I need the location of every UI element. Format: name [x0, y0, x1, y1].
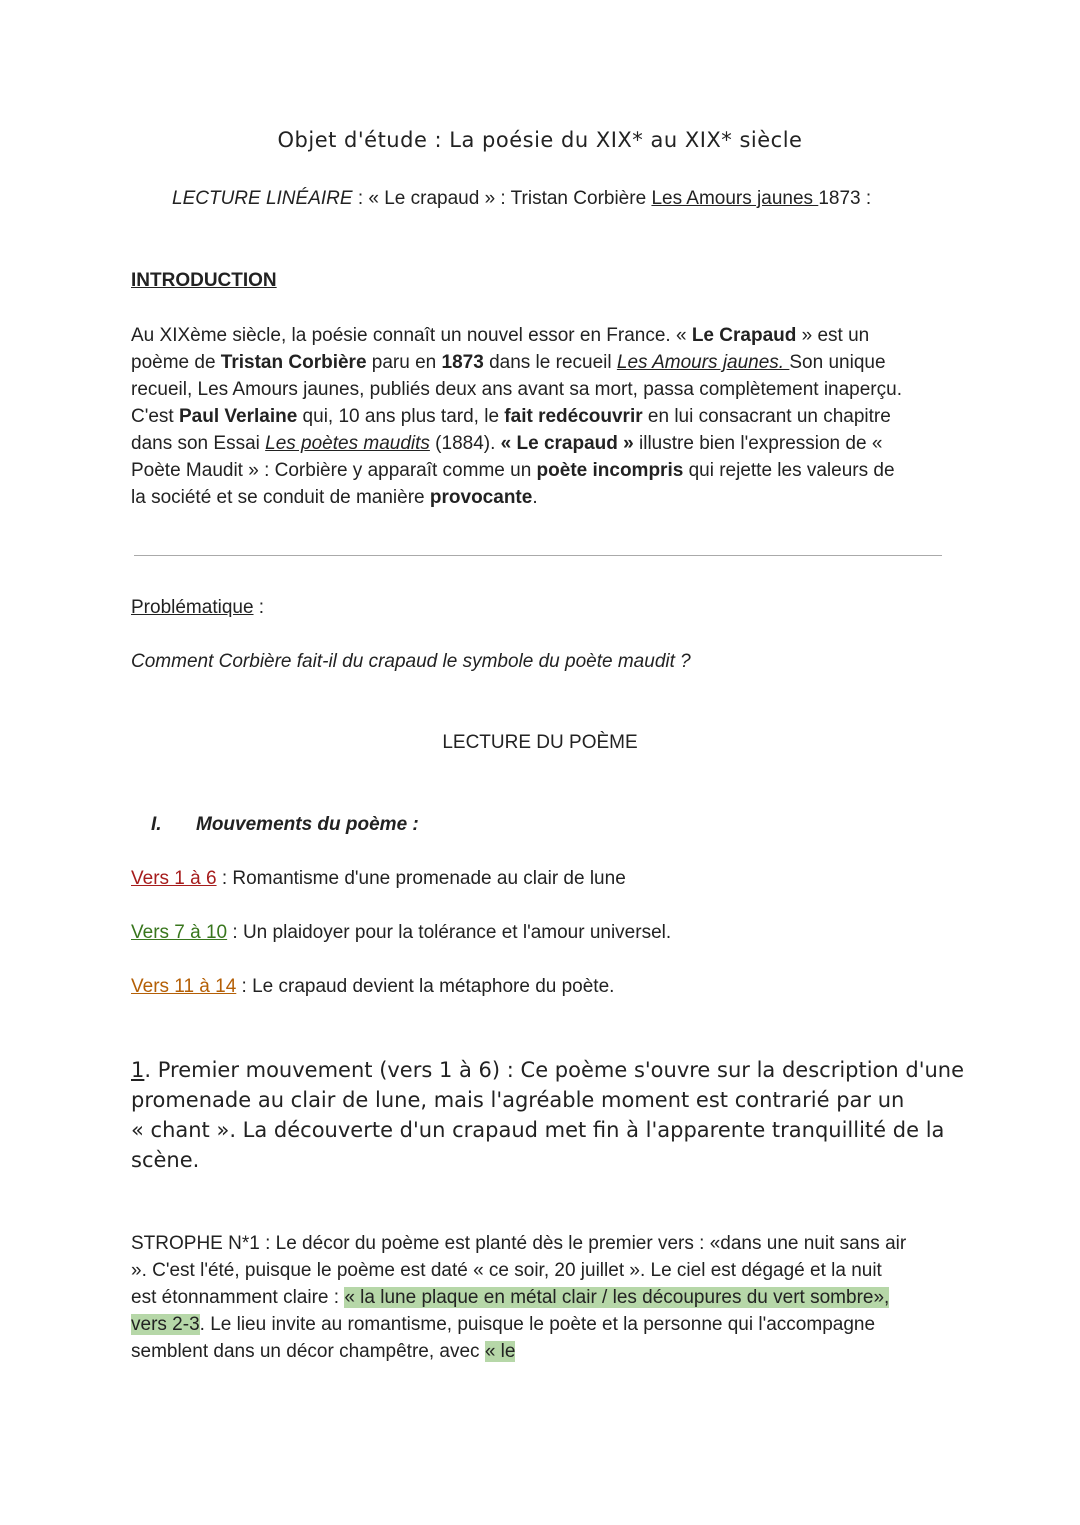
mouvement-line: scène.: [131, 1148, 200, 1172]
intro-bold: Le Crapaud: [691, 325, 797, 346]
vers-item: [131, 922, 671, 944]
intro-line: recueil, Les Amours jaunes, publiés deux ans avant sa mort, passa complètement inaperçu.: [131, 379, 902, 400]
vers-link[interactable]: Vers 11 à 14: [131, 976, 237, 997]
intro-text: » est un: [796, 325, 870, 346]
subtitle-middle: : « Le crapaud » : Tristan Corbière: [352, 188, 652, 209]
vers-text: : Le crapaud devient la métaphore du poète.: [236, 976, 615, 997]
mouvement-line: promenade au clair de lune, mais l'agréable moment est contrarié par un: [131, 1088, 905, 1112]
intro-text: Poète Maudit » : Corbière y apparaît comme un: [131, 460, 537, 481]
highlighted-quote: « la lune plaque en métal clair / les découpures du vert sombre»,: [344, 1287, 890, 1308]
intro-bold: « Le crapaud »: [500, 433, 634, 454]
mouvements-title: Mouvements du poème :: [196, 814, 419, 835]
mouvement-line: « chant ». La découverte d'un crapaud met fin à l'apparente tranquillité de la: [131, 1118, 945, 1142]
intro-essay-link: Les poètes maudits: [265, 433, 430, 454]
intro-text: dans le recueil: [483, 352, 617, 373]
subtitle: [172, 188, 871, 210]
vers-item: [131, 976, 614, 998]
intro-book-link: Les Amours jaunes.: [616, 352, 790, 373]
intro-bold: Tristan Corbière: [220, 352, 367, 373]
strophe-line: STROPHE N*1 : Le décor du poème est planté dès le premier vers : «dans une nuit sans air: [131, 1233, 907, 1254]
intro-bold: 1873: [441, 352, 484, 373]
mouvement-number: 1: [131, 1058, 145, 1082]
strophe-line: ». C'est l'été, puisque le poème est daté « ce soir, 20 juillet ». Le ciel est dégagé et la nuit: [131, 1260, 882, 1281]
vers-text: : Un plaidoyer pour la tolérance et l'amour universel.: [227, 922, 672, 943]
mouvements-number: I.: [151, 814, 162, 835]
strophe-paragraph: [131, 1230, 971, 1365]
intro-text: C'est: [131, 406, 179, 427]
intro-text: en lui consacrant un chapitre: [642, 406, 891, 427]
subtitle-book: Les Amours jaunes: [651, 188, 819, 209]
vers-link[interactable]: Vers 7 à 10: [131, 922, 228, 943]
premier-mouvement-paragraph: [131, 1055, 965, 1175]
introduction-heading: INTRODUCTION: [131, 270, 277, 291]
intro-text: illustre bien l'expression de «: [633, 433, 883, 454]
strophe-text: est étonnamment claire :: [131, 1287, 345, 1308]
problematique-colon: :: [253, 597, 265, 618]
lecture-heading: LECTURE DU POÈME: [442, 732, 638, 753]
mouvement-line: . Premier mouvement (vers 1 à 6) : Ce poème s'ouvre sur la description d'une: [144, 1058, 965, 1082]
problematique-question: Comment Corbière fait-il du crapaud le symbole du poète maudit ?: [131, 651, 691, 672]
intro-text: Son unique: [789, 352, 886, 373]
page-title: Objet d'étude : La poésie du XIX* au XIX* siècle: [277, 128, 803, 152]
intro-text: .: [532, 487, 538, 508]
horizontal-divider: [134, 555, 942, 556]
intro-bold: fait redécouvrir: [504, 406, 643, 427]
introduction-paragraph: [131, 322, 971, 511]
problematique-title: Problématique: [131, 597, 254, 618]
highlighted-quote: vers 2-3: [131, 1314, 200, 1335]
vers-link[interactable]: Vers 1 à 6: [131, 868, 217, 889]
intro-bold: provocante: [429, 487, 533, 508]
strophe-text: . Le lieu invite au romantisme, puisque le poète et la personne qui l'accompagne: [199, 1314, 876, 1335]
subtitle-year: 1873 :: [818, 188, 872, 209]
intro-text: paru en: [366, 352, 442, 373]
intro-text: (1884).: [429, 433, 501, 454]
intro-text: dans son Essai: [131, 433, 266, 454]
intro-text: la société et se conduit de manière: [131, 487, 430, 508]
vers-text: : Romantisme d'une promenade au clair de lune: [216, 868, 626, 889]
intro-text: qui rejette les valeurs de: [683, 460, 895, 481]
mouvements-heading: [151, 814, 419, 836]
intro-text: Au XIXème siècle, la poésie connaît un nouvel essor en France. «: [131, 325, 692, 346]
highlighted-quote: « le: [484, 1341, 516, 1362]
problematique-label: [131, 597, 264, 619]
subtitle-prefix: LECTURE LINÉAIRE: [172, 188, 353, 209]
intro-text: qui, 10 ans plus tard, le: [297, 406, 505, 427]
strophe-text: semblent dans un décor champêtre, avec: [131, 1341, 485, 1362]
intro-bold: Paul Verlaine: [178, 406, 298, 427]
intro-text: poème de: [131, 352, 221, 373]
intro-bold: poète incompris: [536, 460, 684, 481]
vers-item: [131, 868, 626, 890]
